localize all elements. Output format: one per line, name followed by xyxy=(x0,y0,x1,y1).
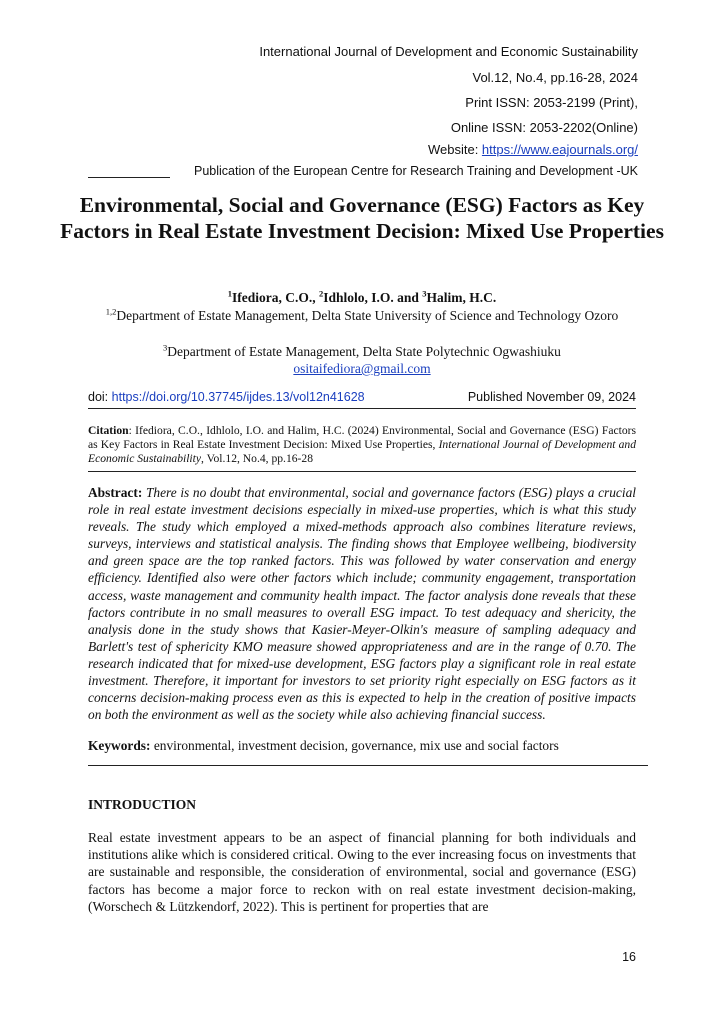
introduction-heading: INTRODUCTION xyxy=(88,797,197,812)
introduction-paragraph: Real estate investment appears to be an aspect of financial planning for both individuals and institutions alike which is considered critical. Owing to the ever increasing focus on investments that are sustainable and responsible, the consideration of environmental, social and governance (ESG) factors has become a major force to reckon with on real estate investment decision-making, (Worschech & Lützkendorf, 2022). This is pertinent for properties that are xyxy=(88,830,636,914)
abstract-label: Abstract: xyxy=(88,485,146,500)
keywords xyxy=(88,737,648,754)
authors xyxy=(60,290,664,306)
doi-link[interactable]: https://doi.org/10.37745/ijdes.13/vol12n41628 xyxy=(111,390,365,404)
doi xyxy=(88,390,365,404)
author-3: Halim, H.C. xyxy=(426,290,497,305)
citation-journal: International Journal of Development and Economic Sustainability xyxy=(88,438,637,465)
affiliation-3-sup: 3 xyxy=(163,342,168,353)
page-number: 16 xyxy=(622,950,636,964)
affiliation-1-2-sup: 1,2 xyxy=(105,306,117,317)
author-2: Idhlolo, I.O. and xyxy=(323,290,423,305)
abstract xyxy=(88,484,636,723)
website-line xyxy=(428,142,638,158)
keywords-rule xyxy=(88,765,648,766)
affiliation-1-2-text: Department of Estate Management, Delta State University of Science and Technology Ozoro xyxy=(116,308,619,323)
citation-tail: , Vol.12, No.4, pp.16-28 xyxy=(201,452,314,465)
affiliation-1-2 xyxy=(90,307,634,324)
email-line xyxy=(90,360,634,377)
keywords-label: Keywords: xyxy=(88,738,154,753)
paper-title: Environmental, Social and Governance (ESG) Factors as Key Factors in Real Estate Investment Decision: Mixed Use Properties xyxy=(60,193,664,243)
publisher-line: Publication of the European Centre for Research Training and Development -UK xyxy=(193,164,638,178)
online-issn: Online ISSN: 2053-2202(Online) xyxy=(450,120,638,135)
citation xyxy=(88,424,636,466)
author-2-sup: 2 xyxy=(318,288,324,299)
doi-label: doi: xyxy=(88,390,112,404)
citation-label: Citation xyxy=(88,424,129,437)
author-email-link[interactable]: ositaifediora@gmail.com xyxy=(293,361,431,376)
citation-rule xyxy=(88,471,636,472)
affiliation-3 xyxy=(90,343,634,360)
abstract-text: There is no doubt that environmental, social and governance factors (ESG) plays a crucial role in real estate investment decisions especially in mixed-use properties, which is what this study reveals. The study which employed a mixed-methods approach also combines literature reviews, surveys, interviews and statistical analysis. The finding shows that Employee wellbeing, biodiversity and green space are the top ranked factors. This was followed by water conservation and energy efficiency. Identified also were other factors which include; community engagement, transportation access, waste management and community health impact. The factor analysis done reveals that these factors contribute in no small measures to overall ESG impact. To test adequacy and shericity, the analysis done in the study shows that Kasier-Meyer-Olkin's measure of sampling adequacy and Barlett's test of sphericity KMO measure showed appropriateness and are in the range of 0.70. The research indicated that for mixed-use development, ESG factors play a significant role in real estate investment. Therefore, it important for investors to set priority right especially on ESG factors as it concerns decision-making process even as this is expected to help in the creation of positive impacts on both the environment as well as the society while also achieving financial success. xyxy=(88,485,636,723)
published-date: Published November 09, 2024 xyxy=(467,390,636,404)
doi-rule xyxy=(88,408,636,409)
keywords-text: environmental, investment decision, governance, mix use and social factors xyxy=(153,738,559,753)
author-1: Ifediora, C.O., xyxy=(231,290,319,305)
doi-row xyxy=(88,390,636,404)
author-3-sup: 3 xyxy=(422,288,427,299)
author-1-sup: 1 xyxy=(227,288,232,299)
volume-info: Vol.12, No.4, pp.16-28, 2024 xyxy=(472,70,638,85)
header-rule xyxy=(88,177,170,178)
citation-text: : Ifediora, C.O., Idhlolo, I.O. and Halim, H.C. (2024) Environmental, Social and Governance (ESG) Factors as Key Factors in Real Estate Investment Decision: Mixed Use Properties, xyxy=(88,424,636,451)
affiliation-3-text: Department of Estate Management, Delta State Polytechnic Ogwashiuku xyxy=(167,344,561,359)
journal-name: International Journal of Development and Economic Sustainability xyxy=(259,44,638,59)
print-issn: Print ISSN: 2053-2199 (Print), xyxy=(465,95,638,110)
website-link[interactable]: https://www.eajournals.org/ xyxy=(481,142,638,157)
website-label: Website: xyxy=(427,142,482,157)
